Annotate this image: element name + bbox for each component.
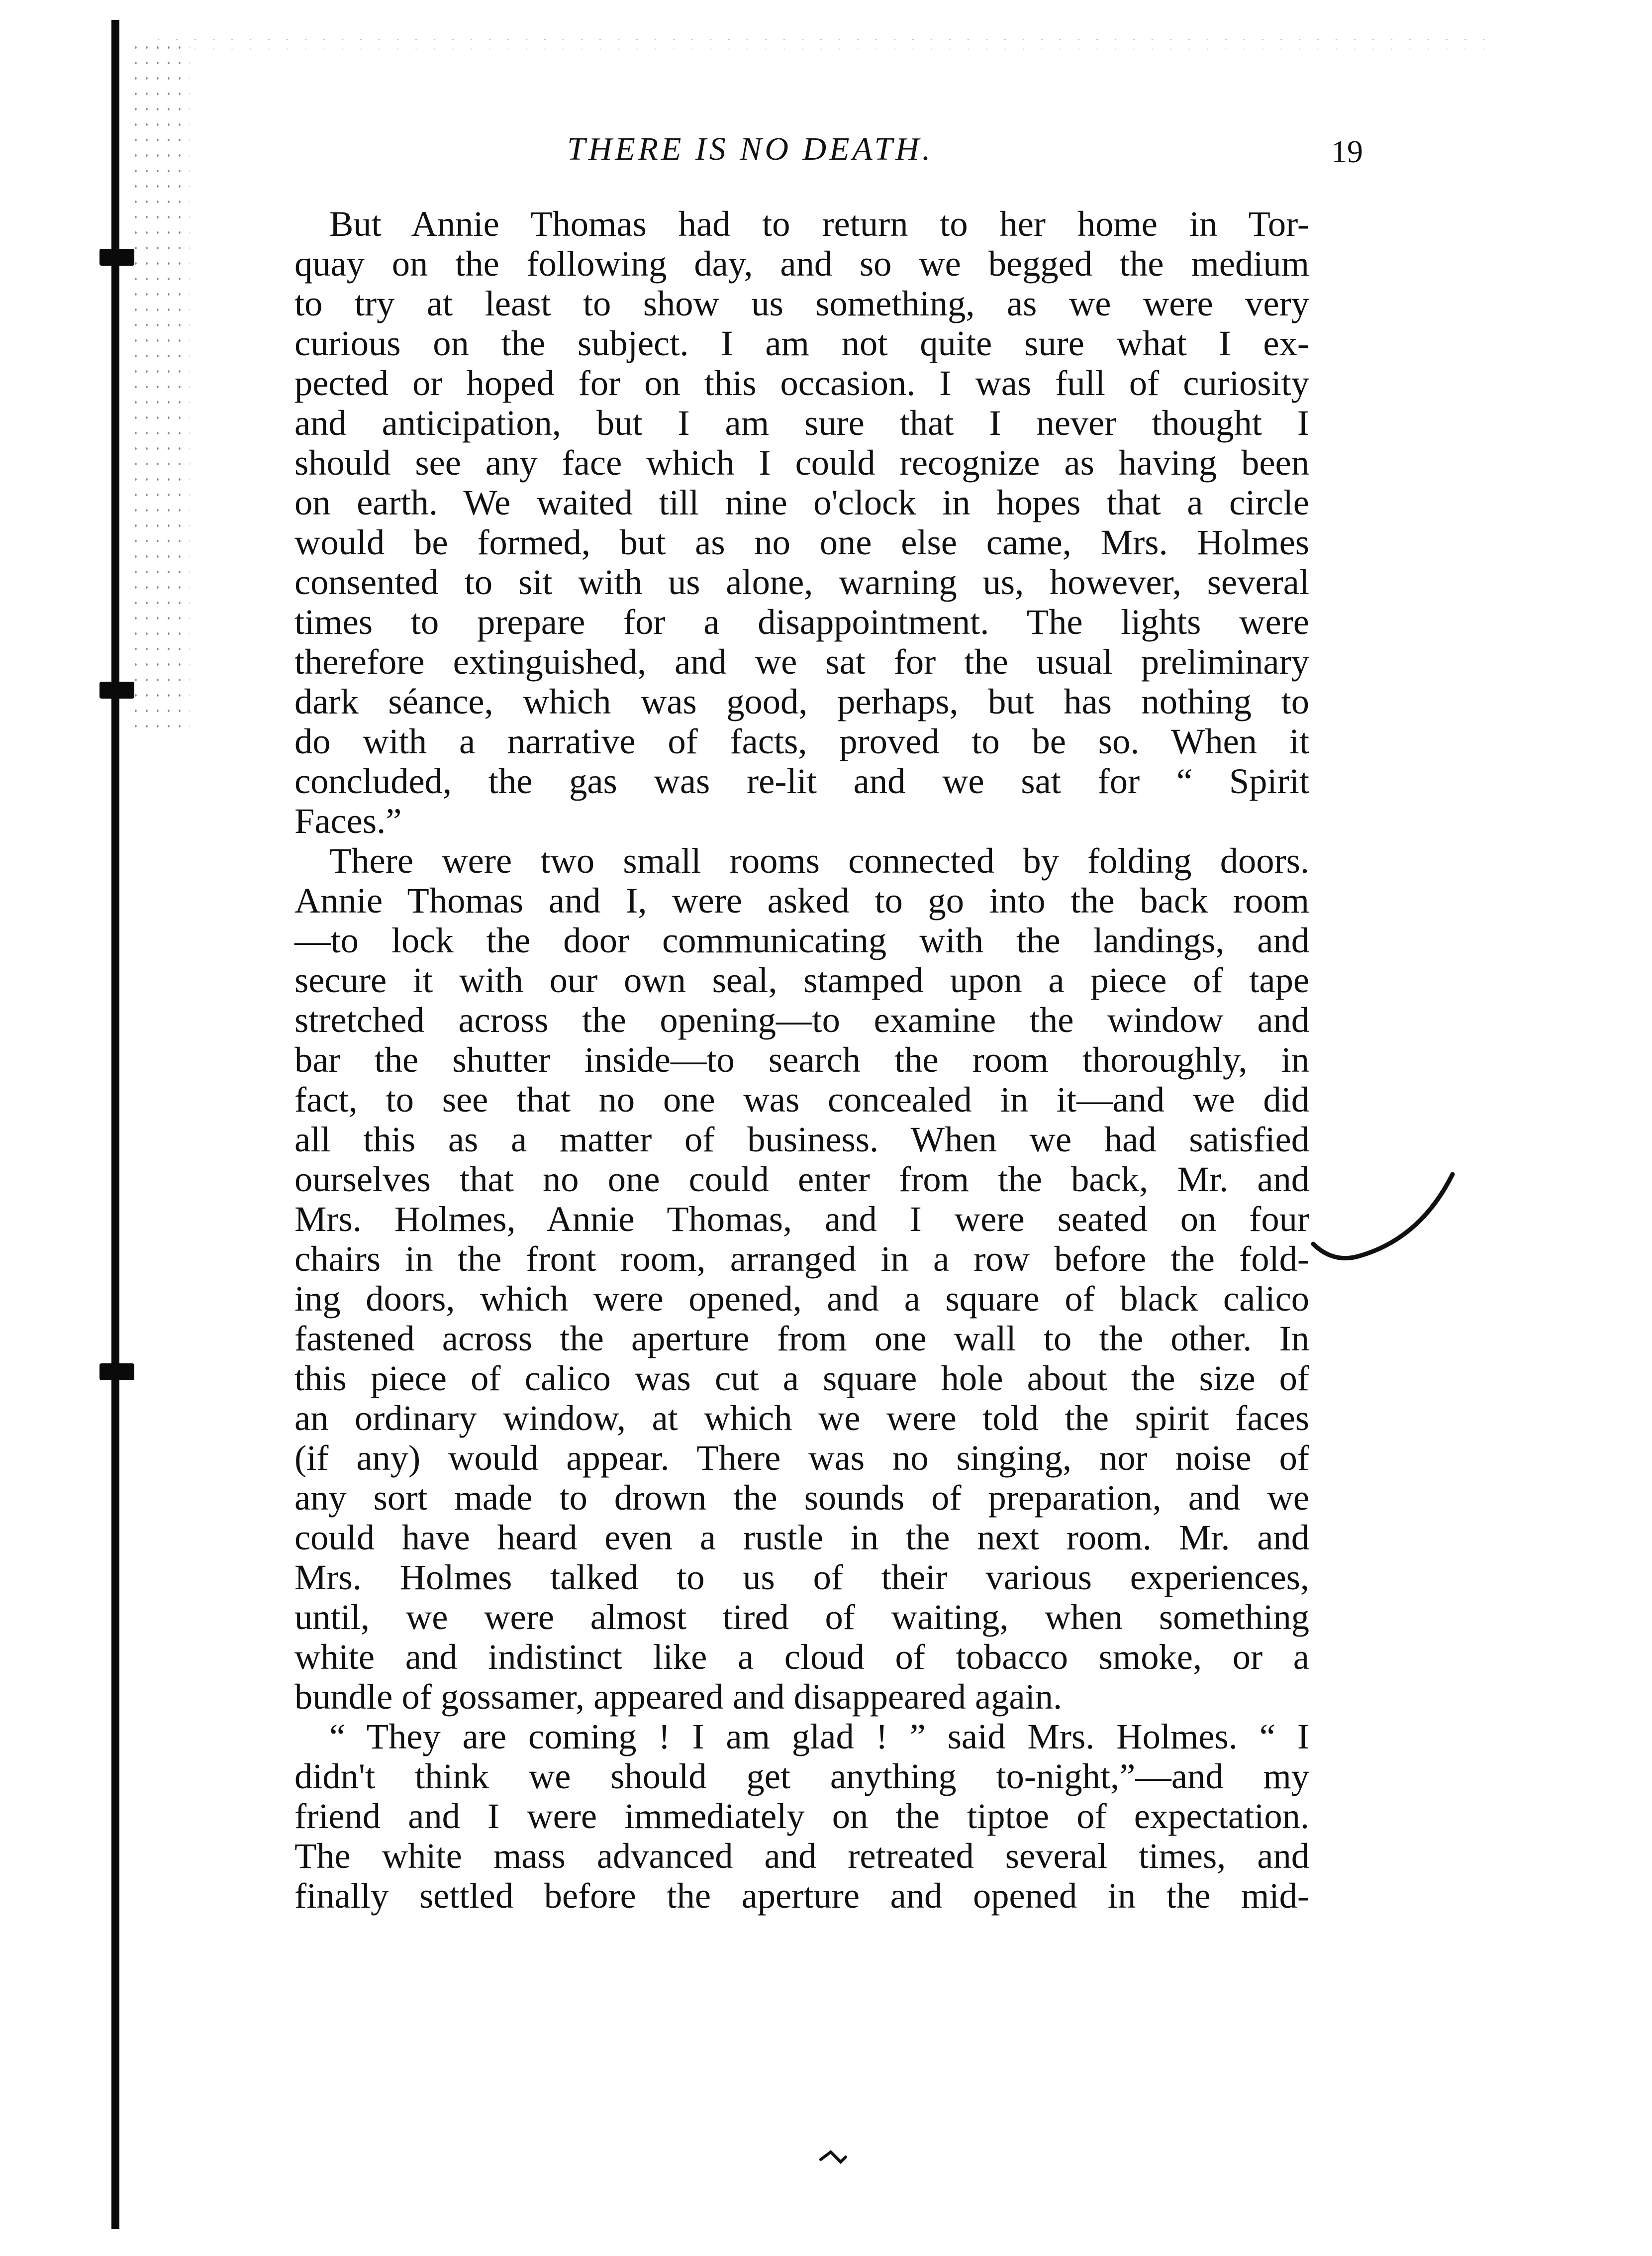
page-number: 19 [1331,134,1363,169]
text-line: Mrs. Holmes talked to us of their various experiences, [294,1557,1309,1597]
text-line: chairs in the front room, arranged in a row before the fold- [294,1238,1309,1279]
text-line: (if any) would appear. There was no singing, nor noise of [294,1437,1309,1478]
text-line: do with a narrative of facts, proved to be so. When it [294,721,1309,761]
text-line: until, we were almost tired of waiting, when something [294,1597,1309,1637]
text-line: quay on the following day, and so we begged the medium [294,243,1309,284]
text-line: didn't think we should get anything to-night,”—and my [294,1756,1309,1796]
text-line: times to prepare for a disappointment. The lights were [294,602,1309,642]
text-line: ing doors, which were opened, and a square of black calico [294,1278,1309,1319]
text-line: secure it with our own seal, stamped upon a piece of tape [294,960,1309,1000]
text-line: any sort made to drown the sounds of preparation, and we [294,1477,1309,1518]
text-line: There were two small rooms connected by folding doors. [329,840,1309,881]
text-line: But Annie Thomas had to return to her home in Tor- [329,204,1309,244]
binding-tab-lower [99,1363,134,1380]
binding-scan-noise [130,40,190,736]
text-line: bar the shutter inside—to search the room thoroughly, in [294,1039,1309,1080]
text-line: an ordinary window, at which we were told the spirit faces [294,1398,1309,1438]
text-line: “ They are coming ! I am glad ! ” said Mrs. Holmes. “ I [329,1716,1309,1756]
text-line: —to lock the door communicating with the landings, and [294,920,1309,960]
text-line: should see any face which I could recognize as having been [294,442,1309,483]
text-line: to try at least to show us something, as we were very [294,283,1309,323]
running-title: THERE IS NO DEATH. [567,131,934,167]
text-line: curious on the subject. I am not quite sure what I ex- [294,323,1309,363]
text-line: all this as a matter of business. When we had satisfied [294,1119,1309,1159]
text-line: Faces.” [294,801,402,841]
text-line: finally settled before the aperture and opened in the mid- [294,1875,1309,1916]
text-line: Mrs. Holmes, Annie Thomas, and I were seated on four [294,1199,1309,1239]
text-line: this piece of calico was cut a square hole about the size of [294,1358,1309,1398]
text-line: would be formed, but as no one else came, Mrs. Holmes [294,522,1309,562]
text-line: The white mass advanced and retreated several times, and [294,1836,1309,1876]
text-line: dark séance, which was good, perhaps, but has nothing to [294,681,1309,721]
text-line: fact, to see that no one was concealed in it—and we did [294,1079,1309,1120]
text-line: could have heard even a rustle in the next room. Mr. and [294,1517,1309,1557]
text-line: pected or hoped for on this occasion. I was full of curiosity [294,363,1309,403]
binding-tab-top [99,249,134,266]
text-line: friend and I were immediately on the tiptoe of expectation. [294,1796,1309,1836]
binding-edge [111,20,119,2229]
text-line: white and indistinct like a cloud of tobacco smoke, or a [294,1637,1309,1677]
text-line: consented to sit with us alone, warning us, however, several [294,562,1309,602]
text-line: fastened across the aperture from one wall to the other. In [294,1318,1309,1358]
binding-tab-middle [99,682,134,699]
text-line: bundle of gossamer, appeared and disappeared again. [294,1676,1063,1717]
body-text [294,204,1309,1916]
text-line: Annie Thomas and I, were asked to go into the back room [294,880,1309,921]
bottom-ink-mark-icon [816,2140,851,2174]
text-line: ourselves that no one could enter from the back, Mr. and [294,1159,1309,1199]
running-head [298,130,1363,170]
margin-pen-mark-icon [1303,1169,1462,1269]
text-line: concluded, the gas was re-lit and we sat for “ Spirit [294,761,1309,801]
text-line: on earth. We waited till nine o'clock in hopes that a circle [294,482,1309,522]
text-line: therefore extinguished, and we sat for the usual preliminary [294,641,1309,682]
text-line: stretched across the opening—to examine the window and [294,1000,1309,1040]
top-edge-scan-noise [149,35,1492,55]
text-line: and anticipation, but I am sure that I never thought I [294,403,1309,443]
